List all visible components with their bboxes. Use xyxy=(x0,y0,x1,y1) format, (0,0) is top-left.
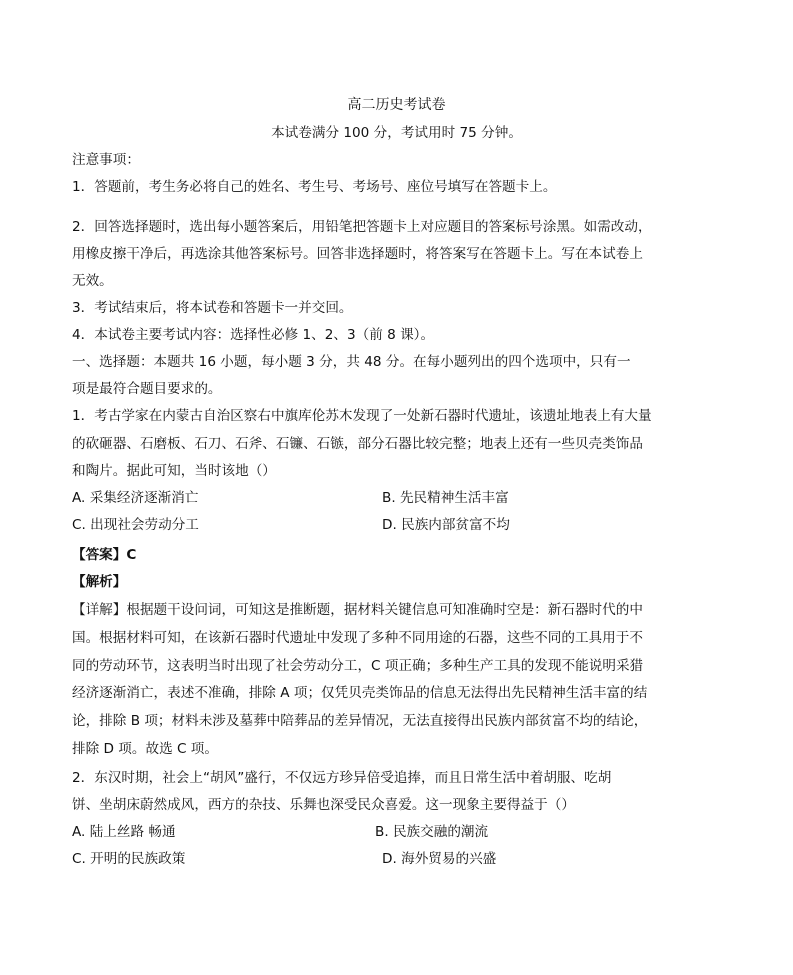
q1-detail-line-4: 经济逐渐消亡，表述不准确，排除 A 项；仅凭贝壳类饰品的信息无法得出先民精神生活丰富的结 xyxy=(72,685,648,701)
q1-option-b: B. 先民精神生活丰富 xyxy=(382,490,509,506)
q1-analysis-label: 【解析】 xyxy=(72,574,127,590)
section-heading-line-1: 一、选择题：本题共 16 小题，每小题 3 分，共 48 分。在每小题列出的四个选项中，只有一 xyxy=(72,354,631,370)
section-heading-line-2: 项是最符合题目要求的。 xyxy=(72,381,222,397)
q2-stem-line-1: 2．东汉时期，社会上“胡风”盛行，不仅远方珍异倍受追捧，而且日常生活中着胡服、吃胡 xyxy=(72,770,612,786)
q2-option-a: A. 陆上丝路 畅通 xyxy=(72,824,176,840)
q1-stem-line-2: 的砍砸器、石磨板、石刀、石斧、石镰、石镞，部分石器比较完整；地表上还有一些贝壳类饰品 xyxy=(72,436,643,452)
note-3: 3．考试结束后，将本试卷和答题卡一并交回。 xyxy=(72,300,353,316)
q2-option-c: C. 开明的民族政策 xyxy=(72,851,186,867)
q1-stem-line-1: 1．考古学家在内蒙古自治区察右中旗库伦苏木发现了一处新石器时代遗址，该遗址地表上有大量 xyxy=(72,408,652,424)
q1-option-d: D. 民族内部贫富不均 xyxy=(382,517,510,533)
q1-detail-line-3: 同的劳动环节，这表明当时出现了社会劳动分工，C 项正确；多种生产工具的发现不能说明采猎 xyxy=(72,658,644,674)
exam-subtitle: 本试卷满分 100 分，考试用时 75 分钟。 xyxy=(271,125,522,141)
q2-option-b: B. 民族交融的潮流 xyxy=(375,824,489,840)
q1-detail-line-5: 论，排除 B 项；材料未涉及墓葬中陪葬品的差异情况，无法直接得出民族内部贫富不均的结论， xyxy=(72,713,648,729)
note-2-line-2: 用橡皮擦干净后，再选涂其他答案标号。回答非选择题时，将答案写在答题卡上。写在本试卷上 xyxy=(72,246,643,262)
q1-detail-line-6: 排除 D 项。故选 C 项。 xyxy=(72,741,218,757)
exam-title: 高二历史考试卷 xyxy=(347,97,446,113)
q1-detail-line-2: 国。根据材料可知，在该新石器时代遗址中发现了多种不同用途的石器，这些不同的工具用于不 xyxy=(72,630,643,646)
q2-stem-line-2: 饼、坐胡床蔚然成风，西方的杂技、乐舞也深受民众喜爱。这一现象主要得益于（） xyxy=(72,797,575,813)
note-2-line-1: 2．回答选择题时，选出每小题答案后，用铅笔把答题卡上对应题目的答案标号涂黑。如需改动， xyxy=(72,219,652,235)
note-4: 4．本试卷主要考试内容：选择性必修 1、2、3（前 8 课）。 xyxy=(72,327,435,343)
q1-option-a: A. 采集经济逐渐消亡 xyxy=(72,490,199,506)
q1-option-c: C. 出现社会劳动分工 xyxy=(72,517,199,533)
q1-detail-line-1: 【详解】根据题干设问词，可知这是推断题，据材料关键信息可知准确时空是：新石器时代的中 xyxy=(72,602,643,618)
note-2-line-3: 无效。 xyxy=(72,273,113,289)
q1-stem-line-3: 和陶片。据此可知，当时该地（） xyxy=(72,463,276,479)
notes-heading: 注意事项： xyxy=(72,152,140,168)
q2-option-d: D. 海外贸易的兴盛 xyxy=(382,851,497,867)
q1-answer: 【答案】C xyxy=(72,547,137,563)
note-1: 1．答题前，考生务必将自己的姓名、考生号、考场号、座位号填写在答题卡上。 xyxy=(72,179,557,195)
